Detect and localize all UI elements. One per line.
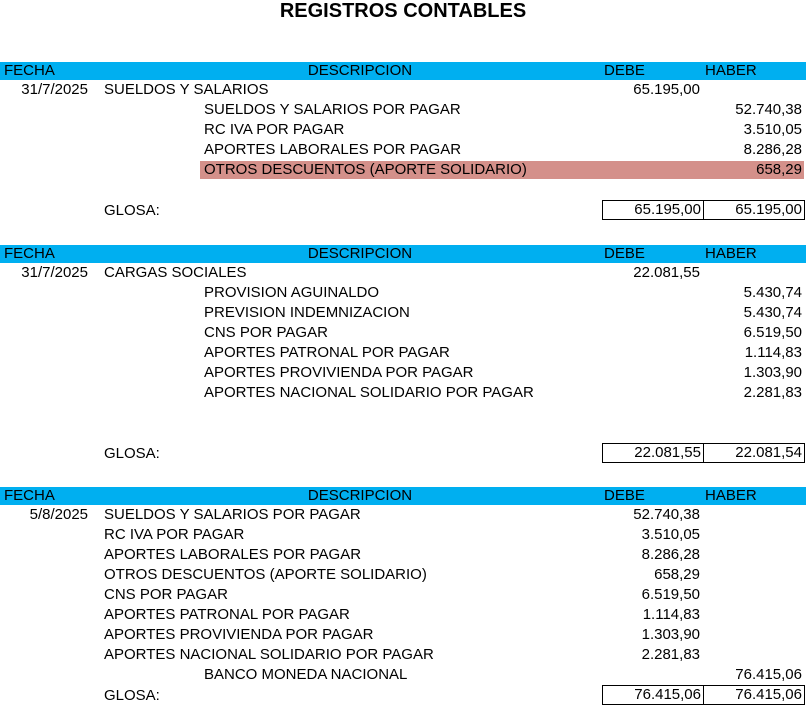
row-haber: 658,29 [756, 161, 802, 178]
glosa-label: GLOSA: [104, 445, 160, 462]
row-description: SUELDOS Y SALARIOS POR PAGAR [204, 101, 461, 118]
header-descripcion: DESCRIPCION [307, 245, 413, 262]
header-haber: HABER [705, 245, 757, 262]
spacer-row [0, 180, 806, 200]
table-row [0, 545, 806, 565]
glosa-row [0, 200, 806, 222]
row-debe: 8.286,28 [641, 546, 700, 563]
table-row [0, 605, 806, 625]
table-row [0, 625, 806, 645]
row-debe: 2.281,83 [641, 646, 700, 663]
row-debe: 6.519,50 [641, 586, 700, 603]
table-row [0, 100, 806, 120]
total-haber: 76.415,06 [703, 685, 805, 705]
table-row [0, 263, 806, 283]
table-row [0, 283, 806, 303]
header-debe: DEBE [604, 245, 645, 262]
row-haber: 76.415,06 [735, 666, 802, 683]
row-haber: 5.430,74 [743, 284, 802, 301]
journal-entry-2 [0, 245, 806, 465]
row-debe: 1.303,90 [641, 626, 700, 643]
row-debe: 1.114,83 [642, 606, 700, 623]
header-haber: HABER [705, 487, 757, 504]
table-row [0, 120, 806, 140]
row-description: APORTES LABORALES POR PAGAR [104, 546, 362, 563]
row-description: CNS POR PAGAR [204, 324, 328, 341]
row-description: OTROS DESCUENTOS (APORTE SOLIDARIO) [204, 161, 527, 178]
row-haber: 2.281,83 [743, 384, 802, 401]
row-description: SUELDOS Y SALARIOS POR PAGAR [104, 506, 361, 523]
row-description: BANCO MONEDA NACIONAL [204, 666, 408, 683]
total-debe: 76.415,06 [602, 685, 704, 705]
row-description: CNS POR PAGAR [104, 586, 228, 603]
header-fecha: FECHA [4, 62, 55, 79]
total-debe: 65.195,00 [602, 200, 704, 220]
spacer-row [0, 423, 806, 443]
header-debe: DEBE [604, 487, 645, 504]
row-description: APORTES NACIONAL SOLIDARIO POR PAGAR [204, 384, 534, 401]
highlighted-row [0, 160, 806, 180]
entry-date: 31/7/2025 [21, 81, 88, 98]
table-row [0, 585, 806, 605]
header-descripcion: DESCRIPCION [307, 62, 413, 79]
header-fecha: FECHA [4, 487, 55, 504]
entry-header [0, 62, 806, 80]
row-description: PROVISION AGUINALDO [204, 284, 380, 301]
table-row [0, 505, 806, 525]
total-debe: 22.081,55 [602, 443, 704, 463]
entry-header [0, 245, 806, 263]
header-descripcion: DESCRIPCION [307, 487, 413, 504]
row-description: APORTES NACIONAL SOLIDARIO POR PAGAR [104, 646, 434, 663]
header-fecha: FECHA [4, 245, 55, 262]
total-haber: 65.195,00 [703, 200, 805, 220]
row-haber: 52.740,38 [735, 101, 802, 118]
row-haber: 3.510,05 [743, 121, 802, 138]
entry-date: 31/7/2025 [21, 264, 88, 281]
row-description: APORTES PROVIVIENDA POR PAGAR [204, 364, 474, 381]
header-haber: HABER [705, 62, 757, 79]
table-row [0, 525, 806, 545]
spacer-row [0, 403, 806, 423]
table-row [0, 323, 806, 343]
header-debe: DEBE [604, 62, 645, 79]
row-haber: 1.303,90 [743, 364, 802, 381]
page-title: REGISTROS CONTABLES [279, 0, 527, 22]
row-description: APORTES PROVIVIENDA POR PAGAR [104, 626, 374, 643]
glosa-row [0, 685, 806, 707]
table-row [0, 343, 806, 363]
table-row [0, 140, 806, 160]
row-haber: 5.430,74 [743, 304, 802, 321]
table-row [0, 383, 806, 403]
journal-entry-1 [0, 62, 806, 222]
row-debe: 22.081,55 [633, 264, 700, 281]
table-row [0, 645, 806, 665]
table-row [0, 303, 806, 323]
total-haber: 22.081,54 [703, 443, 805, 463]
row-debe: 3.510,05 [641, 526, 700, 543]
row-description: RC IVA POR PAGAR [104, 526, 245, 543]
row-debe: 65.195,00 [633, 81, 700, 98]
glosa-label: GLOSA: [104, 687, 160, 704]
entry-header [0, 487, 806, 505]
row-debe: 52.740,38 [633, 506, 700, 523]
row-description: APORTES PATRONAL POR PAGAR [104, 606, 350, 623]
row-description: OTROS DESCUENTOS (APORTE SOLIDARIO) [104, 566, 427, 583]
table-row [0, 80, 806, 100]
row-description: APORTES PATRONAL POR PAGAR [204, 344, 450, 361]
row-description: CARGAS SOCIALES [104, 264, 247, 281]
entry-date: 5/8/2025 [29, 506, 88, 523]
table-row [0, 665, 806, 685]
row-description: SUELDOS Y SALARIOS [104, 81, 269, 98]
row-description: APORTES LABORALES POR PAGAR [204, 141, 462, 158]
row-description: RC IVA POR PAGAR [204, 121, 345, 138]
row-haber: 1.114,83 [744, 344, 802, 361]
row-description: PREVISION INDEMNIZACION [204, 304, 410, 321]
glosa-row [0, 443, 806, 465]
glosa-label: GLOSA: [104, 202, 160, 219]
table-row [0, 363, 806, 383]
row-haber: 8.286,28 [743, 141, 802, 158]
journal-entry-3 [0, 487, 806, 707]
table-row [0, 565, 806, 585]
row-haber: 6.519,50 [743, 324, 802, 341]
row-debe: 658,29 [654, 566, 700, 583]
